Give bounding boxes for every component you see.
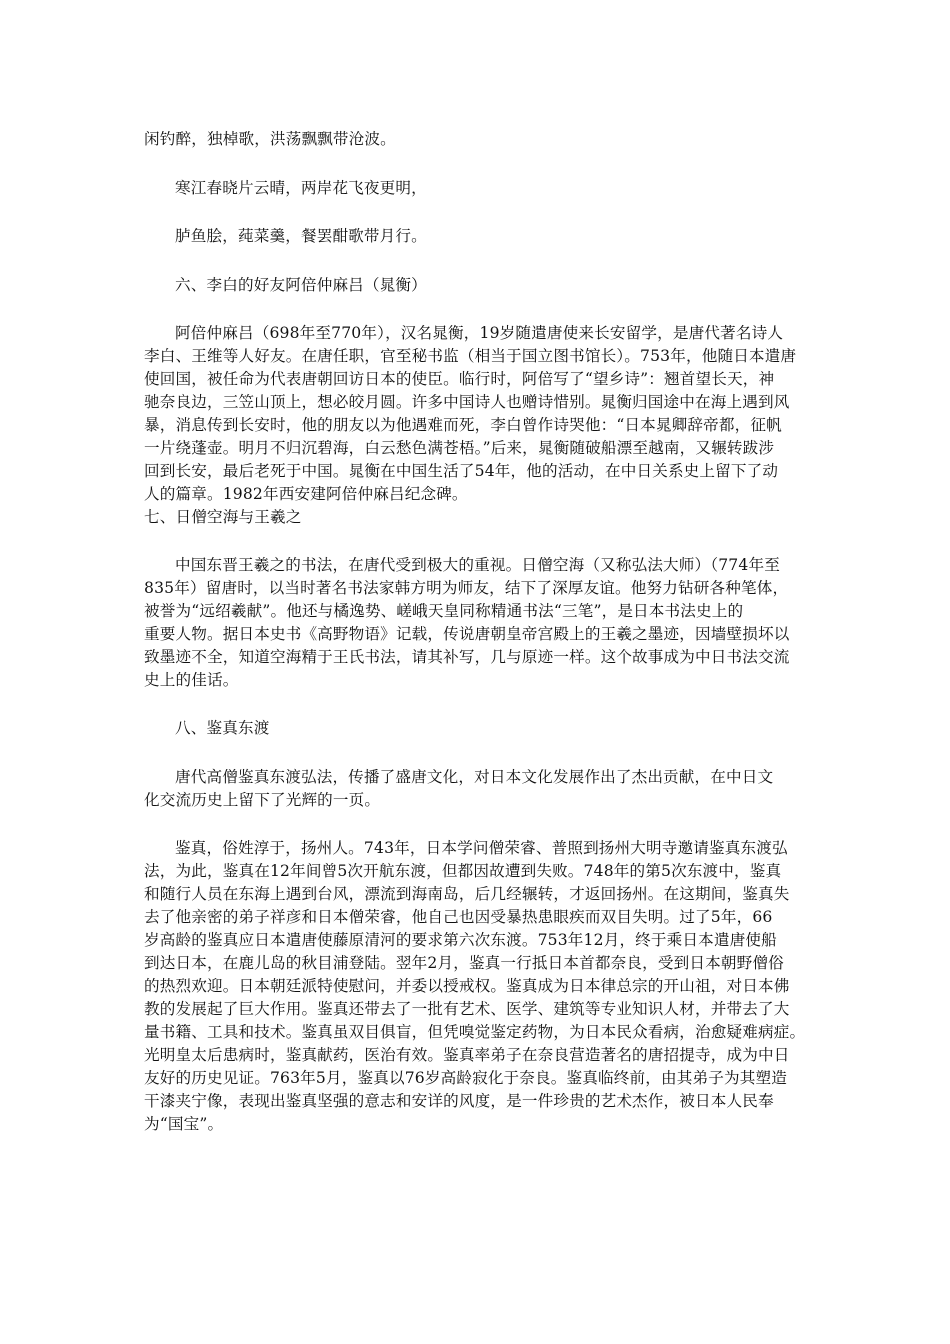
paragraph-line: 光明皇太后患病时，鉴真献药，医治有效。鉴真率弟子在奈良营造著名的唐招提寺，成为中日 [144, 1046, 790, 1064]
paragraph-line: 法，为此，鉴真在12年间曾5次开航东渡，但都因故遭到失败。748年的第5次东渡中，鉴真 [144, 862, 782, 880]
paragraph-line: 阿倍仲麻吕（698年至770年），汉名晁衡，19岁随遣唐使来长安留学，是唐代著名诗人 [175, 324, 784, 342]
paragraph-line: 史上的佳话。 [144, 671, 239, 689]
paragraph-line: 干漆夹宁像，表现出鉴真坚强的意志和安详的风度，是一件珍贵的艺术杰作，被日本人民奉 [144, 1092, 774, 1110]
paragraph-line: 致墨迹不全，知道空海精于王氏书法，请其补写，几与原迹一样。这个故事成为中日书法交流 [144, 648, 790, 666]
paragraph-line: 李白、王维等人好友。在唐任职，官至秘书监（相当于国立图书馆长）。753年，他随日本遣唐 [144, 347, 797, 365]
section-heading: 八、鉴真东渡 [175, 719, 270, 737]
paragraph-line: 暴，消息传到长安时，他的朋友以为他遇难而死，李白曾作诗哭他：“日本晁卿辞帝都，征帆 [144, 416, 782, 434]
paragraph-line: 驰奈良边，三笠山顶上，想必皎月圆。许多中国诗人也赠诗惜别。晁衡归国途中在海上遇到风 [144, 393, 790, 411]
paragraph-line: 唐代高僧鉴真东渡弘法，传播了盛唐文化，对日本文化发展作出了杰出贡献，在中日文 [175, 768, 774, 786]
paragraph-line: 友好的历史见证。763年5月，鉴真以76岁高龄寂化于奈良。鉴真临终前，由其弟子为其塑造 [144, 1069, 787, 1087]
paragraph-line: 和随行人员在东海上遇到台风，漂流到海南岛，后几经辗转，才返回扬州。在这期间，鉴真失 [144, 885, 790, 903]
section-heading: 六、李白的好友阿倍仲麻吕（晁衡） [175, 276, 427, 294]
paragraph-line: 到达日本，在鹿儿岛的秋目浦登陆。翌年2月，鉴真一行抵日本首都奈良，受到日本朝野僧俗 [144, 954, 784, 972]
paragraph-line: 被誉为“远绍羲献”。他还与橘逸势、嵯峨天皇同称精通书法“三笔”，是日本书法史上的 [144, 602, 744, 620]
poem-line: 胪鱼脍，莼菜羹，餐罢酣歌带月行。 [175, 227, 427, 245]
paragraph-line: 量书籍、工具和技术。鉴真虽双目俱盲，但凭嗅觉鉴定药物，为日本民众看病，治愈疑难病症。 [144, 1023, 806, 1041]
paragraph-line: 的热烈欢迎。日本朝廷派特使慰问，并委以授戒权。鉴真成为日本律总宗的开山祖，对日本佛 [144, 977, 790, 995]
paragraph-line: 去了他亲密的弟子祥彦和日本僧荣睿，他自己也因受暴热患眼疾而双目失明。过了5年，66 [144, 908, 773, 926]
paragraph-line: 人的篇章。1982年西安建阿倍仲麻吕纪念碑。 [144, 485, 468, 503]
section-heading: 七、日僧空海与王羲之 [144, 508, 302, 526]
poem-line: 寒江春晓片云晴，两岸花飞夜更明， [175, 179, 427, 197]
paragraph-line: 一片绕蓬壶。明月不归沉碧海，白云愁色满苍梧。”后来，晁衡随破船漂至越南，又辗转跋涉 [144, 439, 775, 457]
paragraph-line: 重要人物。据日本史书《高野物语》记载，传说唐朝皇帝宫殿上的王羲之墨迹，因墙壁损坏以 [144, 625, 790, 643]
paragraph-line: 鉴真，俗姓淳于，扬州人。743年，日本学问僧荣睿、普照到扬州大明寺邀请鉴真东渡弘 [175, 839, 788, 857]
paragraph-line: 为“国宝”。 [144, 1115, 224, 1133]
paragraph-line: 教的发展起了巨大作用。鉴真还带去了一批有艺术、医学、建筑等专业知识人材，并带去了大 [144, 1000, 790, 1018]
paragraph-line: 化交流历史上留下了光辉的一页。 [144, 791, 381, 809]
paragraph-line: 岁高龄的鉴真应日本遣唐使藤原清河的要求第六次东渡。753年12月，终于乘日本遣唐使船 [144, 931, 777, 949]
poem-line: 闲钓醉，独棹歌，洪荡飘飘带沧波。 [144, 130, 396, 148]
paragraph-line: 835年）留唐时，以当时著名书法家韩方明为师友，结下了深厚友谊。他努力钻研各种笔体， [144, 579, 789, 597]
paragraph-line: 中国东晋王羲之的书法，在唐代受到极大的重视。日僧空海（又称弘法大师）（774年至 [175, 556, 780, 574]
paragraph-line: 回到长安，最后老死于中国。晁衡在中国生活了54年，他的活动，在中日关系史上留下了动 [144, 462, 779, 480]
paragraph-line: 使回国，被任命为代表唐朝回访日本的使臣。临行时，阿倍写了“望乡诗”：翘首望长天，神 [144, 370, 775, 388]
